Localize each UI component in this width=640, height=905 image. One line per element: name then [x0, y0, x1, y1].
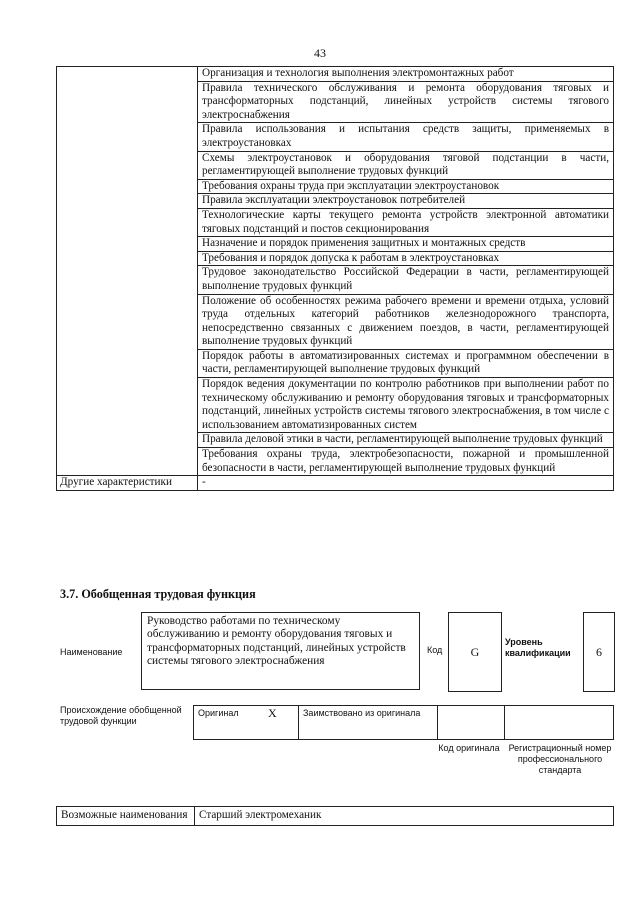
regnum-caption: Регистрационный номер профессионального стандарта	[508, 743, 612, 775]
possible-names-table	[56, 806, 614, 826]
name-label: Наименование	[60, 647, 123, 657]
level-label: Уровень квалификации	[505, 637, 571, 658]
original-label: Оригинал	[194, 706, 265, 740]
level-box: 6	[583, 612, 615, 692]
knowledge-item: Требования охраны труда при эксплуатации электроустановок	[198, 179, 614, 194]
section-title: 3.7. Обобщенная трудовая функция	[60, 587, 256, 601]
knowledge-item: Правила использования и испытания средств защиты, применяемых в электроустановках	[198, 123, 614, 151]
original-mark: X	[264, 706, 299, 740]
knowledge-item: Трудовое законодательство Российской Федерации в части, регламентирующей выполнение трудовых функций	[198, 266, 614, 294]
origin-label: Происхождение обобщенной трудовой функции	[60, 705, 182, 726]
origin-table	[193, 705, 614, 740]
knowledge-item: Технологические карты текущего ремонта устройств электронной автоматики тяговых подстанций и постов секционирования	[198, 208, 614, 236]
possible-names-value: Старший электромеханик	[195, 807, 614, 826]
knowledge-item: Правила деловой этики в части, регламентирующей выполнение трудовых функций	[198, 433, 614, 448]
table-row	[57, 67, 614, 82]
knowledge-item: Схемы электроустановок и оборудования тяговой подстанции в части, регламентирующей выполнение трудовых функций	[198, 151, 614, 179]
knowledge-item: Правила эксплуатации электроустановок потребителей	[198, 194, 614, 209]
borrowed-label: Заимствовано из оригинала	[299, 706, 438, 740]
requirements-table	[56, 66, 614, 491]
page-number: 43	[314, 46, 326, 60]
possible-names-label: Возможные наименования	[57, 807, 195, 826]
code-original-caption: Код оригинала	[438, 743, 500, 753]
other-characteristics-label: Другие характеристики	[57, 476, 198, 491]
knowledge-item: Назначение и порядок применения защитных и монтажных средств	[198, 237, 614, 252]
code-box: G	[448, 612, 502, 692]
regnum-cell	[505, 706, 614, 740]
knowledge-item: Порядок работы в автоматизированных системах и программном обеспечении в части, регламентирующей выполнение трудовых функций	[198, 349, 614, 377]
code-label: Код	[427, 645, 443, 655]
original-code-cell	[438, 706, 505, 740]
knowledge-item: Организация и технология выполнения электромонтажных работ	[198, 67, 614, 82]
knowledge-item: Порядок ведения документации по контролю работников при выполнении работ по техническому обслуживанию и ремонту оборудования тяговых и трансформаторных подстанций, линейных устройств системы тягового электроснабжения, в том числе с использованием автоматизированных систем	[198, 378, 614, 433]
other-characteristics-value: -	[198, 476, 614, 491]
knowledge-item: Требования охраны труда, электробезопасности, пожарной и промышленной безопасности в части, регламентирующей выполнение трудовых функций	[198, 448, 614, 476]
table-row	[57, 476, 614, 491]
table-row	[57, 807, 614, 826]
knowledge-item: Требования и порядок допуска к работам в электроустановках	[198, 251, 614, 266]
knowledge-item: Правила технического обслуживания и ремонта оборудования тяговых и трансформаторных подстанций, линейных устройств системы тягового электроснабжения	[198, 81, 614, 123]
function-name-box: Руководство работами по техническому обслуживанию и ремонту оборудования тяговых и трансформаторных подстанций, линейных устройств системы тягового электроснабжения	[141, 612, 420, 690]
blank-cell	[57, 67, 198, 476]
knowledge-item: Положение об особенностях режима рабочего времени и времени отдыха, условий труда отдельных категорий работников железнодорожного транспорта, непосредственно связанных с движением поездов, в части, регламентирующей выполнение трудовых функций	[198, 294, 614, 349]
